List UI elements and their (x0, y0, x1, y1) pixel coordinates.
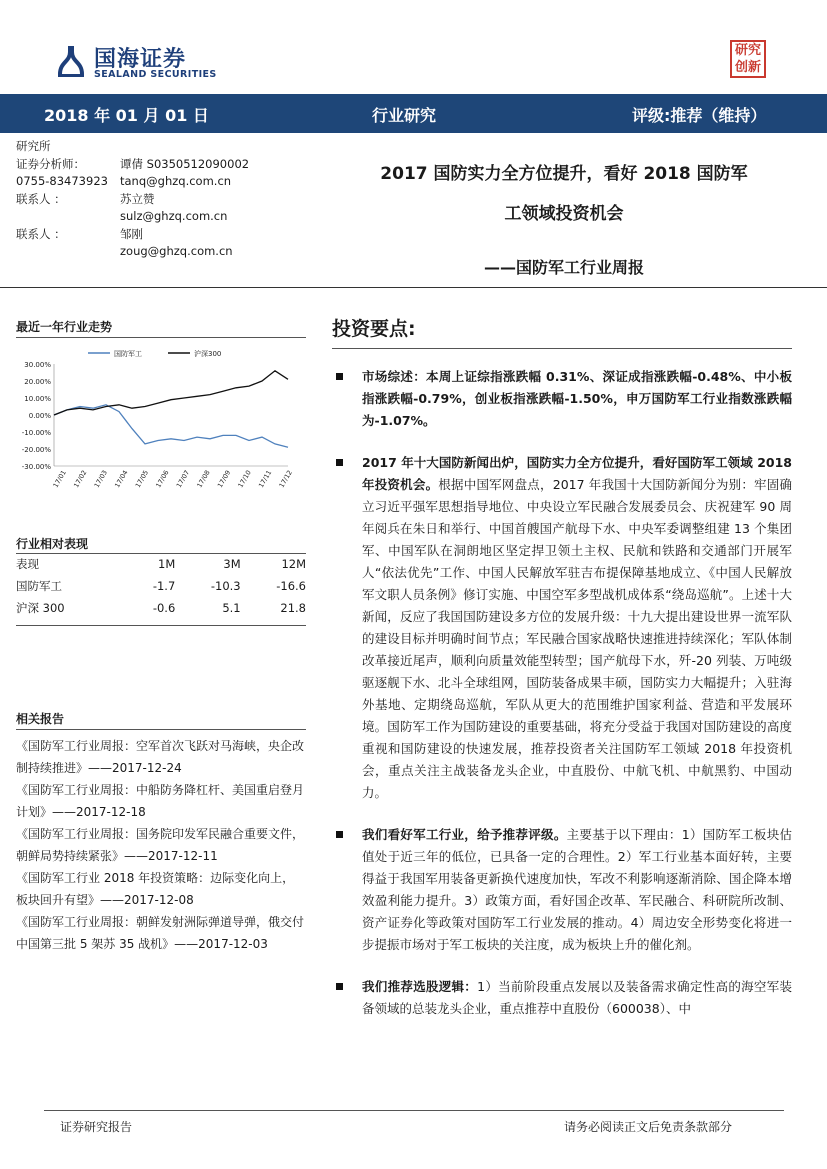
research-stamp: 研究 创新 (730, 40, 766, 78)
y-tick-label: -10.00% (21, 429, 51, 437)
table-cell: 沪深 300 (16, 601, 65, 615)
y-tick-label: 30.00% (24, 361, 51, 369)
bullet-lead: 我们看好军工行业，给予推荐评级。 (362, 827, 567, 842)
list-item[interactable]: 《国防军工行业 2018 年投资策略：边际变化向上，板块回升有望》——2017-12-08 (16, 871, 295, 907)
x-tick-label: 17/02 (72, 468, 89, 490)
related-divider (16, 729, 306, 730)
bullet-icon (336, 831, 343, 838)
title-line-2: 工领域投资机会 (504, 204, 624, 224)
related-reports (16, 735, 306, 955)
points-divider (332, 348, 792, 349)
table-cell: -0.6 (152, 601, 176, 615)
table-header: 1M (158, 557, 176, 571)
perf-heading: 行业相对表现 (16, 537, 89, 551)
list-item (336, 976, 792, 1020)
x-tick-label: 17/04 (113, 468, 130, 490)
list-item (336, 452, 792, 804)
x-tick-label: 17/01 (51, 468, 68, 490)
section-label: 研究所 (16, 139, 51, 153)
investment-points (336, 366, 792, 1040)
bullet-body: 主要基于以下理由：1）国防军工板块估值处于近三年的低位，已具备一定的合理性。2）军工行业基本面好转，主要得益于我国军用装备更新换代速度加快，军改不利影响逐渐消除、国企降本增效盈利能力提升。3）政策方面，看好国企改革、军民融合、科研院所改制、资产证券化等政策对国防军工行业发展的推动。4）周边安全形势变化将进一步提振市场对于军工板块的关注度，成为板块上升的催化剂。 (362, 827, 792, 952)
contact-value: 邹刚 (120, 226, 143, 241)
x-tick-label: 17/07 (174, 468, 192, 490)
bullet-lead: 市场综述：本周上证综指涨跌幅 0.31%、深证成指涨跌幅-0.48%、中小板指涨跌幅-0.79%，创业板指涨跌幅-1.50%，申万国防军工行业指数涨跌幅为-1.07%。 (362, 369, 792, 428)
bullet-body: 根据中国军网盘点，2017 年我国十大国防新闻分为别：牢固确立习近平强军思想指导地位、中央设立军民融合发展委员会、庆祝建军 90 周年阅兵在朱日和举行、中国首艘国产航母下水、中央军委调整组建 13 个集团军、中国军队在洞朗地区坚定捍卫领土主权、民航和铁路和交通部门开展军人“依法优先”工作、中国人民解放军驻吉布提保障基地成立、《中国人民解放军文职人员条例》修订实施、中国空军多型战机成体系“绕岛巡航”。上述十大新闻，反应了我国国防建设多方位的发展升级：十九大提出建设世界一流军队的建设目标并明确时间节点；军民融合国家战略快速推进持续深化；军队体制改革接近尾声，顺利向质量效能型转型；国产航母下水，歼-20 列装、万吨级驱逐舰下水、北斗全球组网，国防装备成果丰硕，国防实力大幅提升；入驻海外基地、定期绕岛巡航，军队从更大的范围维护国家利益、营造和平发展环境。国防军工作为国防建设的重要基础，将充分受益于我国对国防建设的高度重视和国防建设的快速发展，推荐投资者关注国防军工领域 2018 年投资机会，重点关注主战装备龙头企业，中直股份、中航飞机、中航黑豹、中国动力。 (362, 477, 792, 800)
series-line (54, 371, 288, 415)
y-tick-label: -30.00% (21, 463, 51, 471)
contact-key: 0755-83473923 (16, 174, 108, 188)
analyst-contacts (16, 138, 306, 261)
y-tick-label: 10.00% (24, 395, 51, 403)
x-tick-label: 17/09 (215, 468, 233, 490)
bullet-icon (336, 983, 343, 990)
x-tick-label: 17/05 (133, 468, 151, 490)
x-tick-label: 17/12 (277, 468, 294, 490)
related-heading: 相关报告 (16, 712, 65, 726)
contact-value: 谭倩 S0350512090002 (120, 156, 250, 171)
x-tick-label: 17/06 (154, 468, 171, 490)
bullet-lead: 我们推荐选股逻辑： (362, 979, 478, 994)
header-divider (0, 287, 827, 288)
bullet-icon (336, 373, 343, 380)
contact-key (16, 243, 120, 261)
points-heading: 投资要点: (332, 318, 416, 340)
list-item (336, 366, 792, 432)
table-header: 3M (223, 557, 241, 571)
contact-key (16, 208, 120, 226)
list-item[interactable]: 《国防军工行业周报：朝鲜发射洲际弹道导弹，俄交付中国第三批 5 架苏 35 战机》——2017-12-03 (16, 915, 305, 951)
title-line-1: 2017 国防实力全方位提升，看好 2018 国防军 (380, 164, 748, 184)
contact-value: 苏立赞 (120, 191, 155, 206)
list-item[interactable]: 《国防军工行业周报：中船防务降杠杆、美国重启登月计划》——2017-12-18 (16, 783, 305, 819)
footer-left: 证券研究报告 (60, 1120, 133, 1134)
legend-label: 国防军工 (114, 350, 142, 358)
sealand-logo-icon (56, 44, 86, 78)
brand-name-cn: 国海证券 (94, 47, 187, 72)
contact-key: 联系人 ： (16, 191, 66, 206)
table-header: 12M (281, 557, 306, 571)
top-bar (0, 94, 827, 133)
brand-name-en: SEALAND SECURITIES (94, 69, 217, 80)
table-cell: -10.3 (210, 579, 241, 593)
footer-right: 请务必阅读正文后免责条款部分 (564, 1120, 733, 1134)
contact-key: 证券分析师： (16, 156, 85, 171)
table-cell: 21.8 (280, 601, 306, 615)
list-item[interactable]: 《国防军工行业周报：空军首次飞跃对马海峡，央企改制持续推进》——2017-12-24 (16, 739, 305, 775)
table-cell: -16.6 (276, 579, 306, 593)
bullet-lead: 2017 年十大国防新闻出炉，国防实力全方位提升，看好国防军工领域 2018 年投资机会。 (362, 455, 792, 492)
perf-bottom-divider (16, 625, 306, 626)
y-tick-label: 20.00% (24, 378, 51, 386)
report-subtitle: ——国防军工行业周报 (483, 258, 644, 277)
x-tick-label: 17/10 (236, 468, 253, 490)
performance-table (16, 553, 306, 619)
footer-divider (44, 1110, 784, 1111)
legend-label: 沪深300 (194, 350, 222, 358)
contact-value: tanq@ghzq.com.cn (120, 174, 232, 188)
table-cell: 国防军工 (16, 579, 62, 593)
table-row (16, 597, 306, 619)
y-tick-label: -20.00% (21, 446, 51, 454)
series-line (54, 405, 288, 448)
contact-key: 联系人 ： (16, 226, 66, 241)
report-rating: 评级:推荐（维持） (632, 106, 767, 125)
list-item[interactable]: 《国防军工行业周报：国务院印发军民融合重要文件，朝鲜局势持续紧张》——2017-12-11 (16, 827, 305, 863)
trend-divider (16, 337, 306, 338)
report-title (318, 154, 810, 234)
y-tick-label: 0.00% (28, 412, 51, 420)
bullet-body: 1）当前阶段重点发展以及装备需求确定性高的海空军装备领域的总装龙头企业，重点推荐中直股份（600038）、中 (362, 979, 792, 1016)
table-header-row (16, 553, 306, 575)
table-header: 表现 (16, 557, 39, 571)
table-cell: -1.7 (152, 579, 176, 593)
report-category: 行业研究 (372, 106, 437, 125)
trend-chart (16, 344, 306, 494)
bullet-icon (336, 459, 343, 466)
contact-value: sulz@ghzq.com.cn (120, 209, 228, 223)
x-tick-label: 17/08 (195, 468, 212, 490)
x-tick-label: 17/11 (257, 468, 274, 490)
trend-heading: 最近一年行业走势 (16, 320, 113, 334)
table-cell: 5.1 (222, 601, 241, 615)
table-row (16, 575, 306, 597)
x-tick-label: 17/03 (92, 468, 109, 490)
report-date: 2018 年 01 月 01 日 (44, 106, 209, 125)
contact-value: zoug@ghzq.com.cn (120, 244, 233, 258)
list-item (336, 824, 792, 956)
